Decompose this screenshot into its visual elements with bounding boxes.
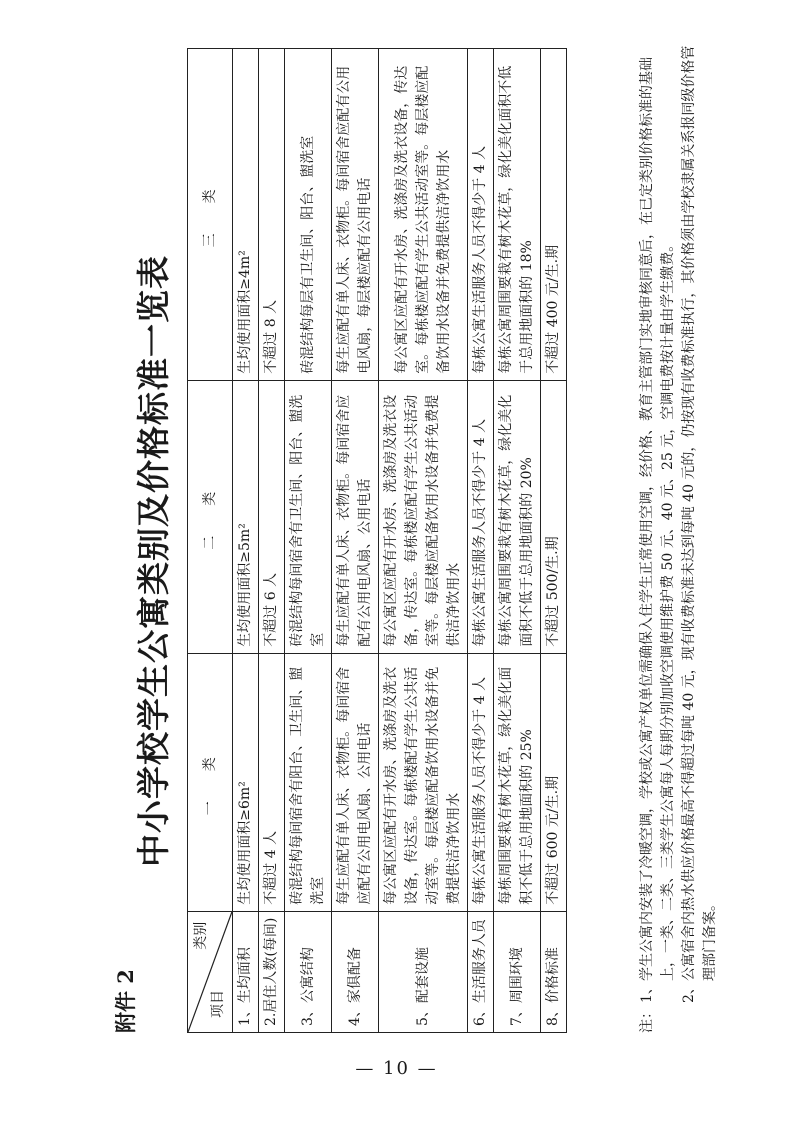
row-item-label: 5、配套设施 (379, 911, 468, 1032)
notes-label: 注： (639, 1005, 655, 1033)
row-item-label: 4、家俱配备 (332, 911, 379, 1032)
note-number: 1、 (639, 980, 655, 1003)
cell-class-3: 每公寓区应配有开水房、洗涤房及洗衣设备，传达室。每栋楼应配有学生公共活动室等。每层楼应配备饮用水设备并免费提供洁净饮用水 (379, 49, 468, 381)
cell-class-2: 每生应配有单人床、衣物柜。每间宿舍应配有公用电风扇、公用电话 (332, 380, 379, 653)
cell-class-1: 每生应配有单人床、衣物柜。每间宿舍应配有公用电风扇、公用电话 (332, 653, 379, 911)
table-row (233, 49, 259, 1033)
row-item-label: 8、价格标准 (541, 911, 567, 1032)
note-item (637, 43, 679, 1033)
cell-class-2: 砖混结构每间宿舍有卫生间、阳台、盥洗室 (285, 380, 332, 653)
row-item-label: 1、生均面积 (233, 911, 259, 1032)
table-row (259, 49, 285, 1033)
note-item (679, 43, 721, 1033)
cell-class-1: 每栋公寓生活服务人员不得少于 4 人 (468, 653, 494, 911)
column-header-class-2: 二 类 (188, 380, 233, 653)
cell-class-2: 生均使用面积≥5m² (233, 380, 259, 653)
cell-class-3: 每栋公寓周围要栽有树木花草，绿化美化面积不低于总用地面积的 18% (494, 49, 541, 381)
corner-item-label: 项目 (210, 990, 226, 1018)
page-number: — 10 — (355, 1058, 438, 1079)
table-header-row (188, 49, 233, 1033)
column-header-class-3: 三 类 (188, 49, 233, 381)
cell-class-1: 生均使用面积≥6m² (233, 653, 259, 911)
table-row (285, 49, 332, 1033)
row-item-label: 6、生活服务人员 (468, 911, 494, 1032)
attachment-label: 附件 2 (113, 969, 138, 1033)
cell-class-3: 每栋公寓生活服务人员不得少于 4 人 (468, 49, 494, 381)
cell-class-3: 生均使用面积≥4m² (233, 49, 259, 381)
cell-class-2: 每公寓区应配有开水房、洗涤房及洗衣设备，传达室。每栋楼应配有学生公共活动室等。每层楼应配备饮用水设备并免费提供洁净饮用水 (379, 380, 468, 653)
cell-class-1: 砖混结构每间宿舍有阳台、卫生间、盥洗室 (285, 653, 332, 911)
note-number: 2、 (681, 980, 697, 1003)
cell-class-3: 每生应配有单人床、衣物柜。每间宿舍应配有公用电风扇，每层楼应配有公用电话 (332, 49, 379, 381)
page-title: 中小学校学生公寓类别及价格标准一览表 (134, 255, 173, 867)
note-text: 学生公寓内安装了冷暖空调，学校或公寓产权单位需确保入住学生正常使用空调，经价格、教育主管部门实地审核同意后，在已定类别价格标准的基础上，一类、二类、三类学生公寓每人每期分别加收空调使用维护费 50 元、40 元、25 元，空调电费按计量由学生缴费。 (639, 57, 676, 981)
cell-class-2: 不超过 500/生.期 (541, 380, 567, 653)
cell-class-1: 每栋周围要栽有树木花草，绿化美化面积不低于总用地面积的 25% (494, 653, 541, 911)
cell-class-2: 不超过 6 人 (259, 380, 285, 653)
table-row (379, 49, 468, 1033)
table-row (494, 49, 541, 1033)
column-header-class-1: 一 类 (188, 653, 233, 911)
note-text: 公寓宿舍内热水供应价格最高不得超过每吨 40 元，现有收费标准未达到每吨 40 元的，仍按现有收费标准执行，其价格须由学校隶属关系报同级价格管理部门备案。 (681, 45, 718, 981)
corner-category-label: 类别 (193, 921, 209, 950)
notes-section (637, 43, 721, 1033)
row-item-label: 2.居住人数(每间) (259, 911, 285, 1032)
header-corner-cell (188, 911, 233, 1032)
cell-class-2: 每栋公寓周围要栽有树木花草，绿化美化面积不低于总用地面积的 20% (494, 380, 541, 653)
cell-class-2: 每栋公寓生活服务人员不得少于 4 人 (468, 380, 494, 653)
cell-class-3: 不超过 8 人 (259, 49, 285, 381)
table-row (332, 49, 379, 1033)
table-row (468, 49, 494, 1033)
cell-class-1: 不超过 4 人 (259, 653, 285, 911)
row-item-label: 3、公寓结构 (285, 911, 332, 1032)
row-item-label: 7、周围环境 (494, 911, 541, 1032)
table-row (541, 49, 567, 1033)
cell-class-3: 砖混结构每层有卫生间、阳台、盥洗室 (285, 49, 332, 381)
price-standard-table (187, 48, 567, 1033)
cell-class-3: 不超过 400 元/生.期 (541, 49, 567, 381)
cell-class-1: 每公寓区应配有开水房、洗涤房及洗衣设备，传达室。每栋楼配有学生公共活动室等。每层楼应配备饮用水设备并免费提供洁净饮用水 (379, 653, 468, 911)
cell-class-1: 不超过 600 元/生.期 (541, 653, 567, 911)
